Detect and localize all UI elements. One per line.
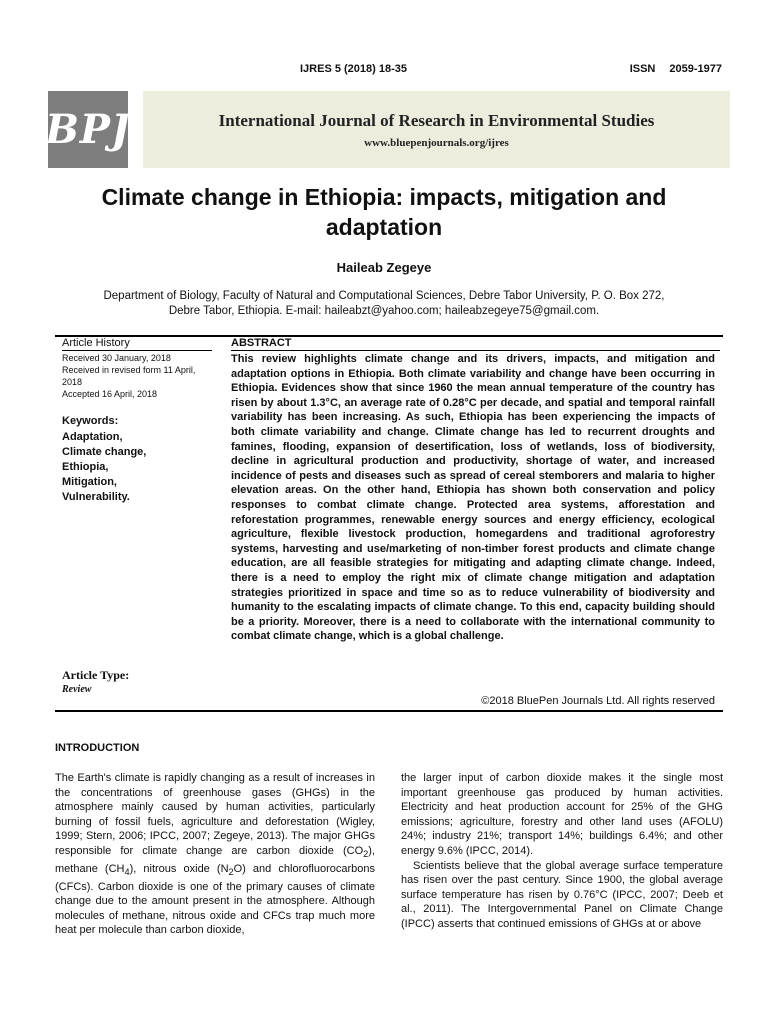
issn xyxy=(630,63,722,75)
publisher-logo xyxy=(45,91,131,168)
abstract-heading-rule xyxy=(231,350,720,351)
copyright-notice: ©2018 BluePen Journals Ltd. All rights reserved xyxy=(481,695,715,707)
text-run: O) and chlorofluorocarbons (CFCs). Carbon dioxide is one of the primary causes of climate change due to the amount present in the atmosphere. Although molecules of methane, nitrous oxide and CFCs trap much more heat per molecule than carbon dioxide, xyxy=(55,862,375,937)
text-run: ), methane (CH xyxy=(55,844,375,875)
issn-label: ISSN xyxy=(629,63,656,75)
accepted-date: Accepted 16 April, 2018 xyxy=(62,389,158,399)
author-name: Haileab Zegeye xyxy=(336,260,432,275)
abstract-heading: ABSTRACT xyxy=(231,337,292,349)
keywords-list xyxy=(62,430,212,505)
text-run: ), nitrous oxide (N xyxy=(129,862,229,875)
journal-url: www.bluepenjournals.org/ijres xyxy=(364,137,509,149)
issn-value: 2059-1977 xyxy=(669,63,722,75)
introduction-heading: INTRODUCTION xyxy=(55,742,140,754)
article-type-label: Article Type: xyxy=(62,668,130,682)
revised-date: Received in revised form 11 April, 2018 xyxy=(62,365,196,387)
article-history xyxy=(62,352,212,400)
paragraph: Scientists believe that the global average surface temperature has risen over the past century. Since 1900, the global average surface temperature has risen by 0.76°C (IPCC, 2007; Deeb et al., 2011). The Intergovernmental Panel on Climate Change (IPCC) asserts that continued emissions of GHGs at or above xyxy=(401,859,723,930)
subscript: 4 xyxy=(124,866,130,877)
keyword: Mitigation, xyxy=(62,476,117,488)
abstract-text: This review highlights climate change and its drivers, impacts, and mitigation and adaptation options in Ethiopia. Both climate variability and change have been occurring in Ethiopia. Evidences show that since 1960 the mean annual temperature of the country has risen by about 1.3°C, an average rate of 0.28°C per decade, and spatial and temporal rainfall variability has been increasing. As such, Ethiopia has been experiencing the impacts of both climate variability and change. Climate change has led to recurrent droughts and famines, flooding, expansion of desertification, loss of wetlands, loss of biodiversity, decline in agricultural production and productivity, shortage of water, and increased incidence of pests and diseases such as spread of cereal stemborers and malaria to higher elevation areas. On the other hand, Ethiopia has shown both conservation and policy responses to combat climate change. Protected area systems, afforestation and reforestation programmes, renewable energy sources and energy efficiency, ecological agriculture, flexible livestock production, homegardens and traditional agroforestry systems, harvesting and use/marketing of non-timber forest products and climate change education, are all feasible strategies for mitigating and adapting climate change. Indeed, there is a need to employ the right mix of climate change mitigation and adaptation strategies prioritized in space and time so as to reduce vulnerability of biodiversity and humanity to the escalating impacts of climate change. To this end, capacity building should be a priority. Moreover, there is a need to collaborate with the international community to combat climate change, which is a global challenge. xyxy=(231,353,715,643)
journal-banner xyxy=(143,91,730,168)
box-top-rule xyxy=(55,335,723,337)
received-date: Received 30 January, 2018 xyxy=(62,353,171,363)
affiliation-line-2: Debre Tabor, Ethiopia. E-mail: haileabzt@yahoo.com; haileabzegeye75@gmail.com. xyxy=(168,305,600,317)
text-run: The Earth's climate is rapidly changing as a result of increases in the concentrations of greenhouse gases (GHGs) in the atmosphere mainly caused by human activities, particularly burning of fossil fuels, agriculture and deforestation (Wigley, 1999; Stern, 2006; IPCC, 2007; Zegeye, 2013). The major GHGs responsible for climate change are carbon dioxide (CO xyxy=(55,772,375,857)
box-bottom-rule xyxy=(55,710,723,712)
journal-citation: IJRES 5 (2018) 18-35 xyxy=(300,63,408,75)
paragraph xyxy=(55,771,375,938)
keywords-heading: Keywords: xyxy=(62,415,119,427)
journal-name: International Journal of Research in Environmental Studies xyxy=(218,111,655,130)
history-heading-rule xyxy=(62,350,212,351)
body-column-right xyxy=(401,771,723,932)
article-history-heading: Article History xyxy=(62,337,130,349)
author-affiliation xyxy=(60,289,708,319)
affiliation-line-1: Department of Biology, Faculty of Natural and Computational Sciences, Debre Tabor University, P. O. Box 272, xyxy=(103,290,665,302)
article-title: Climate change in Ethiopia: impacts, mitigation and adaptation xyxy=(101,184,667,240)
keyword: Adaptation, xyxy=(62,431,123,443)
keyword: Climate change, xyxy=(62,446,147,458)
article-type-value: Review xyxy=(62,684,92,695)
logo-text: BPJ xyxy=(45,106,131,153)
body-column-left xyxy=(55,771,375,938)
keyword: Vulnerability. xyxy=(62,491,130,503)
subscript: 2 xyxy=(228,866,234,877)
subscript: 2 xyxy=(363,849,369,860)
keyword: Ethiopia, xyxy=(62,461,109,473)
paragraph: the larger input of carbon dioxide makes it the single most important greenhouse gas produced by human activities. Electricity and heat production account for 25% of the GHG emissions; agriculture, forestry and other land uses (AFOLU) 24%; industry 21%; transport 14%; buildings 6.4%; and other energy 9.6% (IPCC, 2014). xyxy=(401,772,723,857)
